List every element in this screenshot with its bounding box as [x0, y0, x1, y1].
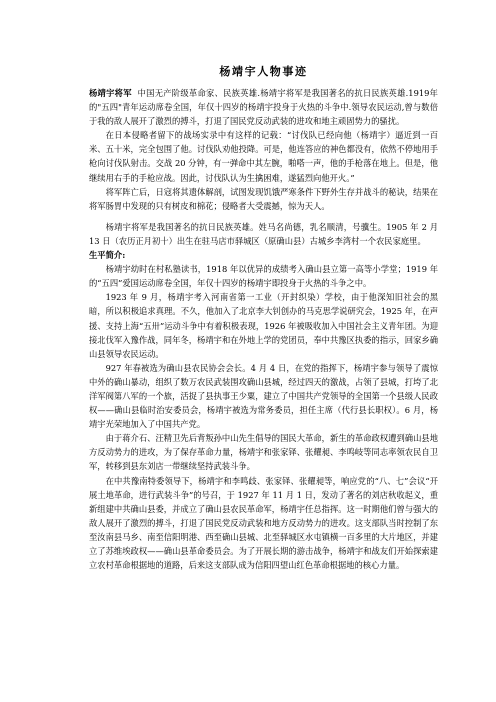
intro-name: 杨靖宇将军 [89, 88, 132, 98]
school-paragraph: 杨靖宇幼时在村私塾读书，1918 年以优异的成绩考入确山县立第一高等小学堂；1919 年的“五四”爱国运动席卷全国，年仅十四岁的杨靖宇即投身于火热的斗争之中。 [89, 264, 438, 289]
autopsy-paragraph: 将军阵亡后，日寇将其遗体解剖，试图发现饥饿严寒条件下野外生存并战斗的秘诀，结果在将军肠胃中发现的只有树皮和棉花；侵略者大受震撼，惊为天人。 [89, 186, 438, 211]
intro-paragraph [89, 86, 438, 128]
section-heading: 生平简介: [89, 250, 126, 261]
document-title: 杨靖宇人物事迹 [219, 65, 308, 78]
uprising-paragraph: 在中共豫南特委领导下，杨靖宇和李鸣歧、张家铎、张耀昶等，响应党的“八、七”会议“开展土地革命，进行武装斗争”的号召，于 1927 年 11 月 1 日，发动了著名的刘店秋收起义，重新组建中共确山县委，并成立了确山县农民革命军，杨靖宇任总指挥。这一时期他们曾与强大的敌人展开了激烈的搏斗，打退了国民党反动武装和地方反动势力的进攻。这支部队当时控制了东至汝南县马乡、南至信阳明港、西至确山县城、北至驿城区水屯镇横一百多里的大片地区，并建立了苏维埃政权——确山县革命委员会。为了开展长期的游击战争，杨靖宇和战友们开始探索建立农村革命根据地的道路，后来这支部队成为信阳四望山红色革命根据地的核心力量。 [89, 475, 438, 571]
year-1927-paragraph: 927 年春被选为确山县农民协会会长。4 月 4 日，在党的指挥下，杨靖宇参与领导了震惊中外的确山暴动，组织了数万农民武装围攻确山县城，经过四天的激战，占领了县城，打垮了北洋军阀第八军的一个旅，活捉了县执事王少粟，建立了中国共产党领导的全国第一个县级人民政权——确山县临时治安委员会，杨靖宇被选为常务委员，担任主席（代行县长职权）。6 月，杨靖宇光荣地加入了中国共产党。 [89, 362, 438, 430]
invaders-record-paragraph: 在日本侵略者留下的战场实录中有这样的记载：“讨伐队已经向他（杨靖宇）逼近到一百米、五十米，完全包围了他。讨伐队劝他投降。可是，他连答应的神色都没有，依然不停地用手枪向讨伐队射击。交战 20 分钟，有一弹命中其左腕，啪嗒一声，他的手枪落在地上。但是，他继续用右手的手枪应战。因此，讨伐队认为生擒困难，遂猛烈向他开火。” [89, 130, 438, 183]
bio-paragraph: 杨靖宇将军是我国著名的抗日民族英雄。姓马名尚德，乳名顺清，号骥生。1905 年 2 月 13 日（农历正月初十）出生在驻马店市驿城区（原确山县）古城乡李湾村一个农民家庭里。 [89, 221, 438, 246]
year-1923-paragraph: 1923 年 9 月，杨靖宇考入河南省第一工业（开封织染）学校，由于他深知旧社会的黑暗，所以积极追求真理。不久，他加入了北京李大钊创办的马克思学说研究会，1925 年，在声援、支持上海“五卅”运动斗争中有着积极表现，1926 年被吸收加入中国社会主义青年团。为迎接北伐军入豫作战，同年冬，杨靖宇和在外地上学的党团员，奉中共豫区执委的指示，回家乡确山县领导农民运动。 [89, 292, 438, 359]
revolt-paragraph: 由于蒋介石、汪精卫先后背叛孙中山先生倡导的国民大革命，新生的革命政权遭到确山县地方反动势力的进攻，为了保存革命力量，杨靖宇和张家铎、张耀昶、李鸣岐等同志率领农民自卫军，转移到县东刘店一带继续坚持武装斗争。 [89, 433, 438, 472]
intro-text: 中国无产阶级革命家、民族英雄.杨靖宇将军是我国著名的抗日民族英雄.1919年的"五四"青年运动席卷全国，年仅十四岁的杨靖宇投身于火热的斗争中.领导农民运动,曾与数倍于我的敌人展开了激烈的搏斗，打退了国民党反动武装的进攻和地主顽固势力的骚扰。 [89, 88, 438, 127]
paragraph-gap [89, 213, 438, 220]
